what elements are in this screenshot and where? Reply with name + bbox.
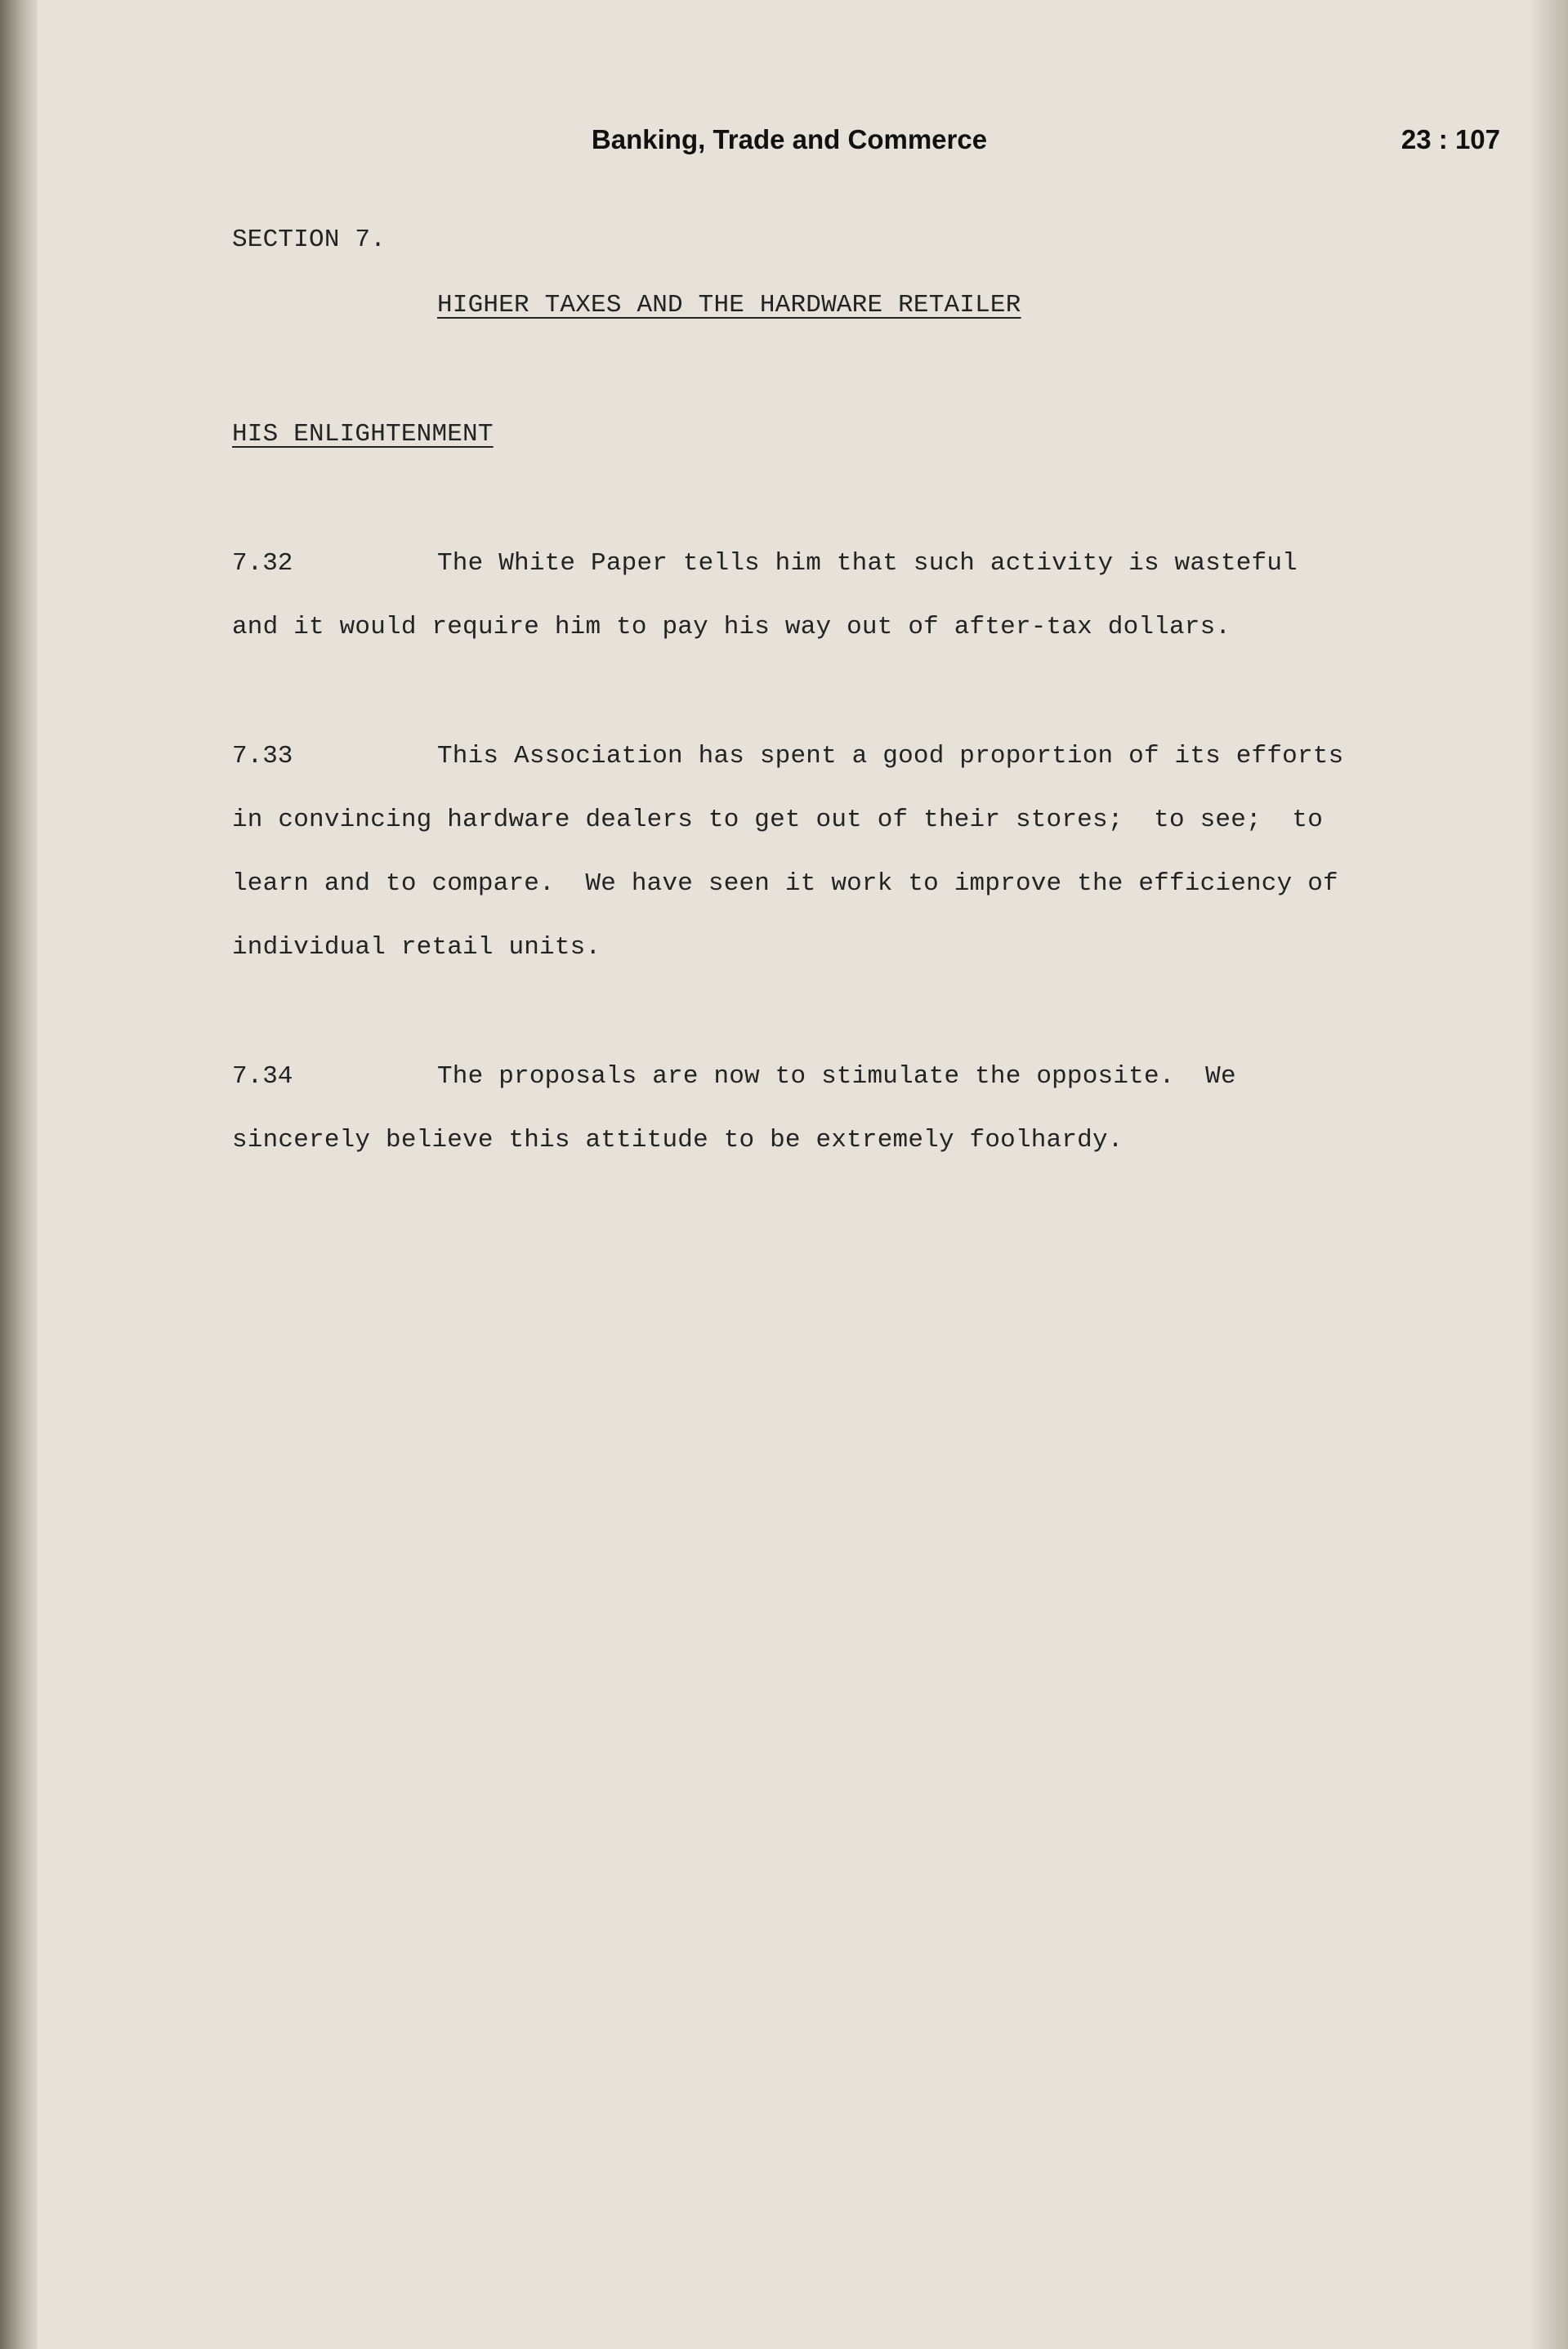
- paragraph-line: This Association has spent a good proportion of its efforts: [437, 742, 1344, 770]
- paragraph-line: sincerely believe this attitude to be extremely foolhardy.: [232, 1126, 1124, 1154]
- section-heading: HIGHER TAXES AND THE HARDWARE RETAILER: [437, 291, 1021, 319]
- paragraph-line: and it would require him to pay his way out of after-tax dollars.: [232, 613, 1231, 641]
- running-header-title: Banking, Trade and Commerce: [591, 124, 988, 154]
- paragraph-number: 7.33: [232, 742, 293, 770]
- document-page: [38, 0, 1530, 2349]
- paragraph-line: individual retail units.: [232, 933, 601, 962]
- subsection-heading: HIS ENLIGHTENMENT: [232, 420, 494, 449]
- paragraph-number: 7.32: [232, 549, 293, 578]
- paragraph-line: learn and to compare. We have seen it work to improve the efficiency of: [232, 869, 1338, 898]
- section-label: SECTION 7.: [232, 226, 386, 254]
- paragraph-line: in convincing hardware dealers to get out of their stores; to see; to: [232, 806, 1324, 834]
- book-binding-shadow: [0, 0, 38, 2349]
- paragraph-number: 7.34: [232, 1062, 293, 1091]
- page-number: 23 : 107: [1400, 124, 1500, 154]
- page-edge: [1530, 0, 1568, 2349]
- paragraph-line: The White Paper tells him that such activity is wasteful: [437, 549, 1298, 578]
- paragraph-line: The proposals are now to stimulate the opposite. We: [437, 1062, 1236, 1091]
